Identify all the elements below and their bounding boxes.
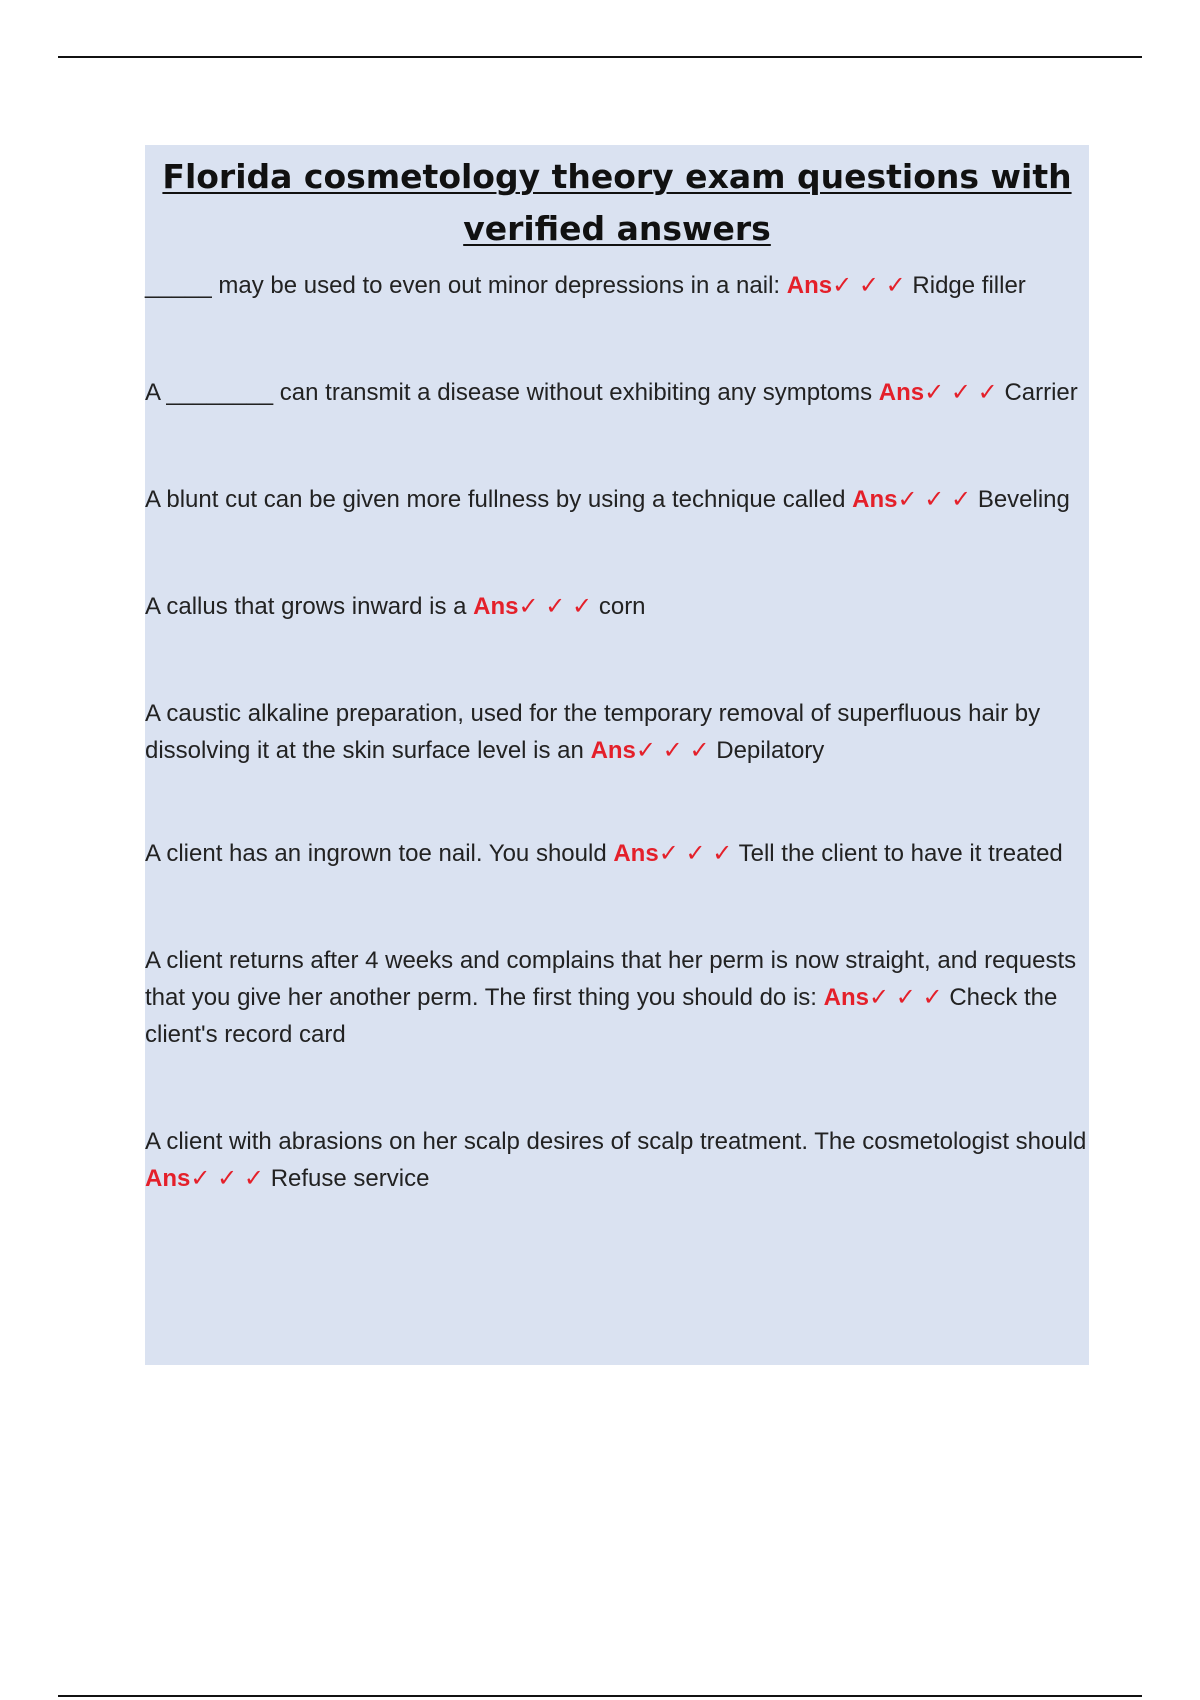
qa-item	[145, 374, 1089, 411]
question-text: A caustic alkaline preparation, used for the temporary removal of superfluous hair by dissolving it at the skin surface level is an	[145, 700, 1041, 764]
answer-text: corn	[598, 593, 646, 620]
document-title	[145, 145, 1089, 255]
answer-marker: Ans	[590, 737, 636, 764]
check-marks-icon: ✓ ✓ ✓	[658, 840, 733, 867]
qa-item	[145, 695, 1089, 769]
qa-panel	[145, 145, 1089, 1365]
check-marks-icon: ✓ ✓ ✓	[897, 486, 972, 513]
check-marks-icon: ✓ ✓ ✓	[518, 593, 593, 620]
answer-marker: Ans	[145, 1165, 191, 1192]
answer-text: Ridge filler	[912, 272, 1026, 299]
check-marks-icon: ✓ ✓ ✓	[924, 379, 998, 406]
qa-item	[145, 588, 1089, 625]
title-line-1: Florida cosmetology theory exam questions with	[162, 157, 1072, 196]
answer-text: Refuse service	[270, 1165, 430, 1192]
answer-text: Check the client's record card	[145, 984, 1058, 1048]
answer-text: Depilatory	[716, 737, 825, 764]
question-text: _____ may be used to even out minor depressions in a nail:	[145, 272, 781, 299]
answer-text: Carrier	[1004, 379, 1078, 406]
question-text: A blunt cut can be given more fullness by using a technique called	[145, 486, 846, 513]
question-text: A client returns after 4 weeks and complains that her perm is now straight, and requests that you give her another perm. The first thing you should do is:	[145, 947, 1077, 1011]
check-marks-icon: ✓ ✓ ✓	[635, 737, 710, 764]
answer-marker: Ans	[878, 379, 925, 406]
answer-marker: Ans	[473, 593, 519, 620]
question-text: A ________ can transmit a disease without exhibiting any symptoms	[145, 379, 873, 406]
footer-rule	[58, 1695, 1142, 1697]
qa-item	[145, 1123, 1089, 1197]
answer-marker: Ans	[786, 272, 833, 299]
qa-item	[145, 835, 1089, 872]
question-text: A callus that grows inward is a	[145, 593, 467, 620]
answer-marker: Ans	[613, 840, 659, 867]
question-text: A client with abrasions on her scalp desires of scalp treatment. The cosmetologist should	[145, 1128, 1087, 1155]
question-text: A client has an ingrown toe nail. You should	[145, 840, 607, 867]
check-marks-icon: ✓ ✓ ✓	[868, 984, 943, 1011]
check-marks-icon: ✓ ✓ ✓	[832, 272, 906, 299]
answer-text: Beveling	[977, 486, 1070, 513]
check-marks-icon: ✓ ✓ ✓	[190, 1165, 265, 1192]
answer-marker: Ans	[823, 984, 869, 1011]
qa-item	[145, 267, 1089, 304]
header-rule	[58, 56, 1142, 58]
answer-text: Tell the client to have it treated	[738, 840, 1063, 867]
answer-marker: Ans	[852, 486, 898, 513]
qa-item	[145, 942, 1089, 1053]
title-line-2: verified answers	[463, 209, 771, 248]
qa-item	[145, 481, 1089, 518]
